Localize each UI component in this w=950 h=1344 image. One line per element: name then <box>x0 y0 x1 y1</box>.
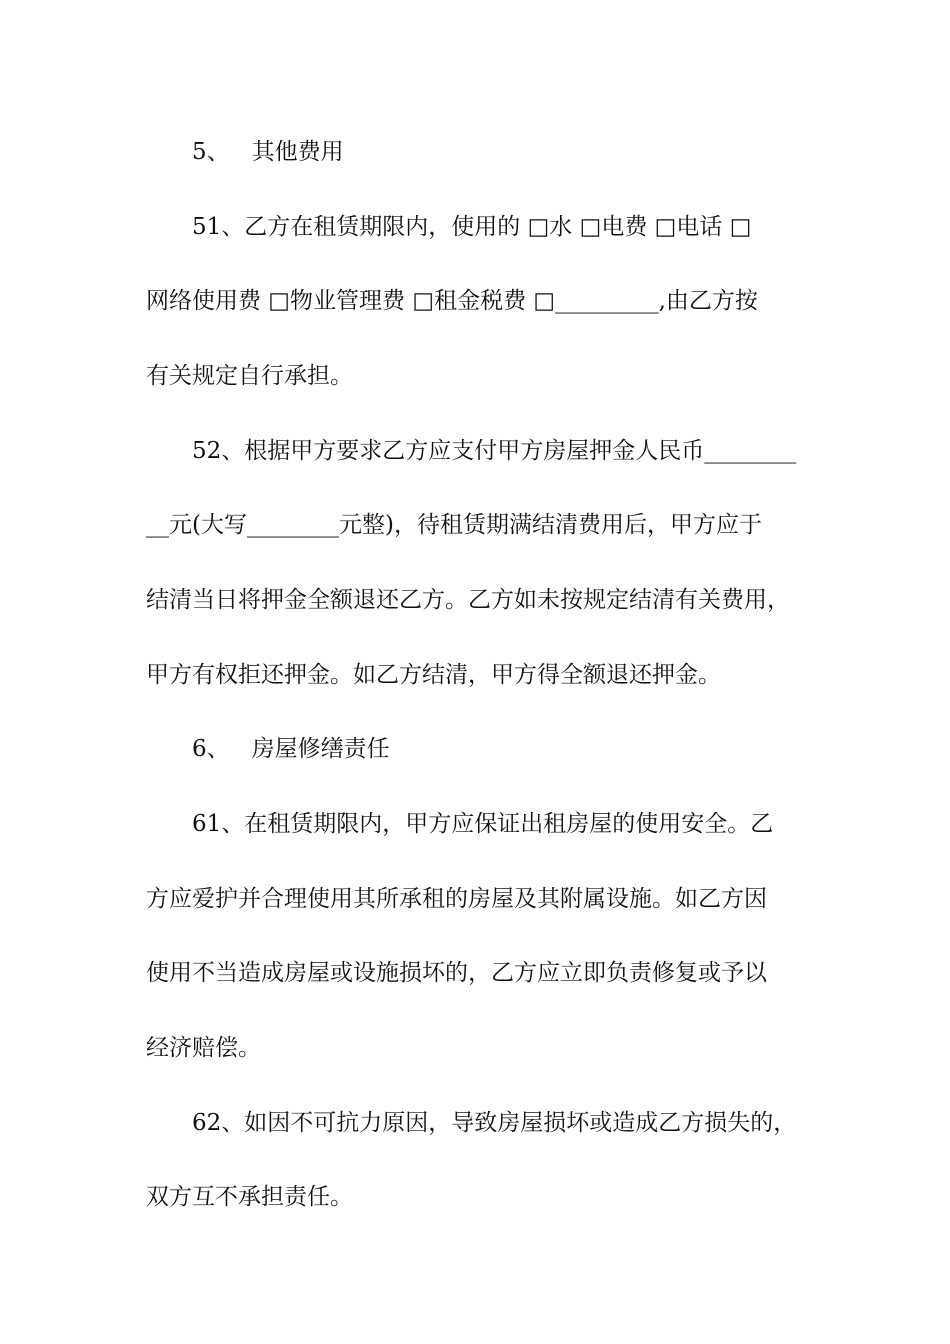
paragraph-line: 方应爱护并合理使用其所承租的房屋及其附属设施。如乙方因 <box>146 886 767 912</box>
paragraph-line: 62、如因不可抗力原因，导致房屋损坏或造成乙方损失的， <box>192 1110 797 1136</box>
paragraph-line: 结清当日将押金全额退还乙方。乙方如未按规定结清有关费用， <box>146 587 790 613</box>
section-title: 房屋修缮责任 <box>251 736 390 762</box>
paragraph-line: 网络使用费 □物业管理费 □租金税费 □_________,由乙方按 <box>146 288 758 314</box>
paragraph-line: 51、乙方在租赁期限内，使用的 □水 □电费 □电话 □ <box>192 214 752 240</box>
paragraph-line: 52、根据甲方要求乙方应支付甲方房屋押金人民币________ <box>192 438 797 464</box>
paragraph-line: 经济赔偿。 <box>146 1035 261 1061</box>
section-heading-6 <box>192 734 872 764</box>
section-title: 其他费用 <box>251 139 344 165</box>
paragraph-line: 双方互不承担责任。 <box>146 1184 353 1210</box>
paragraph-line: 甲方有权拒还押金。如乙方结清，甲方得全额退还押金。 <box>146 662 721 688</box>
section-number: 5、 <box>192 139 230 165</box>
section-number: 6、 <box>192 736 230 762</box>
paragraph-line: 61、在租赁期限内，甲方应保证出租房屋的使用安全。乙 <box>192 811 774 837</box>
paragraph-line: 有关规定自行承担。 <box>146 363 353 389</box>
section-heading-5 <box>192 137 872 167</box>
paragraph-line: 使用不当造成房屋或设施损坏的，乙方应立即负责修复或予以 <box>146 960 767 986</box>
paragraph-line: __元(大写________元整)，待租赁期满结清费用后，甲方应于 <box>146 512 762 538</box>
